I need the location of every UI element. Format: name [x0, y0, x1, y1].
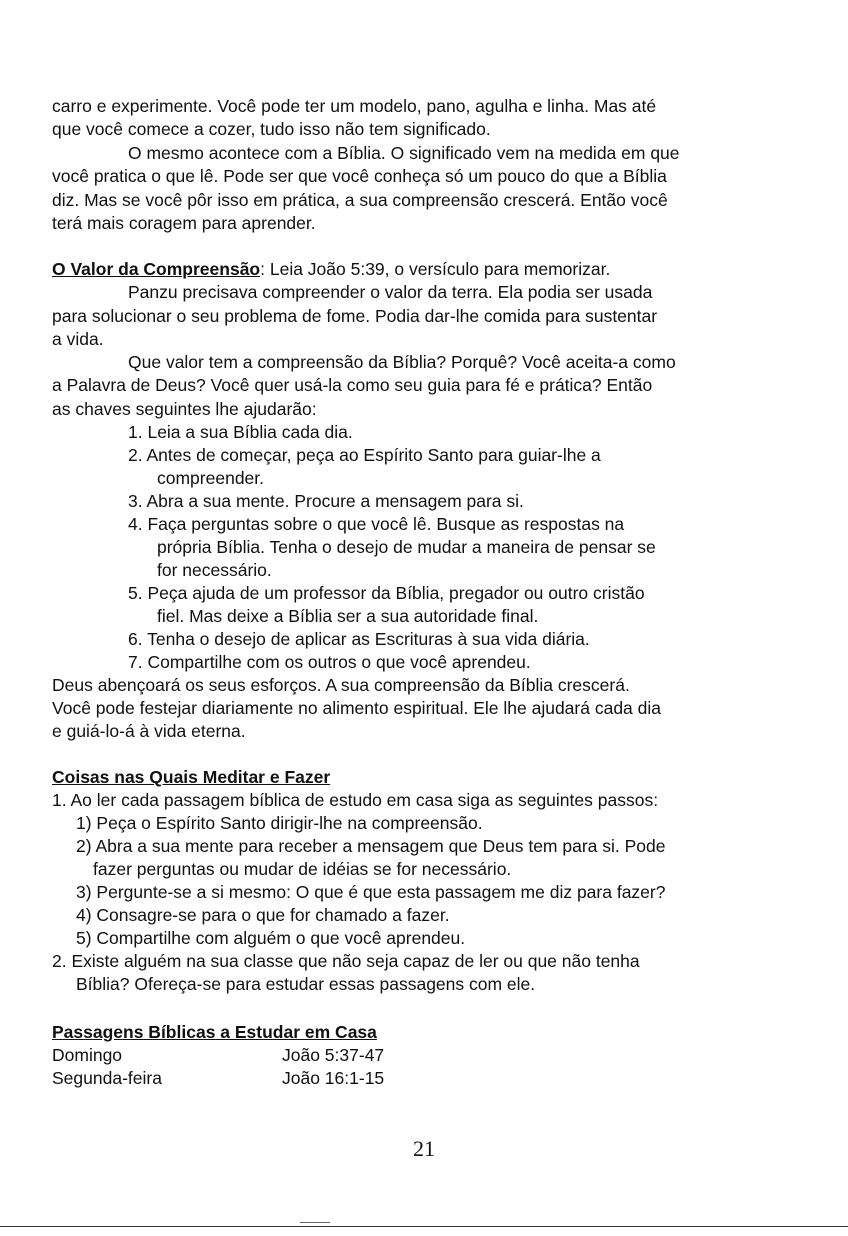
body-line: Panzu precisava compreender o valor da terra. Ela podia ser usada — [128, 282, 653, 302]
body-line: O mesmo acontece com a Bíblia. O significado vem na medida em que — [128, 143, 680, 163]
heading-continuation: : Leia João 5:39, o versículo para memorizar. — [260, 259, 611, 279]
list-item: 2. Existe alguém na sua classe que não seja capaz de ler ou que não tenha — [52, 951, 640, 971]
schedule-reference: João 16:1-15 — [282, 1068, 385, 1088]
list-subitem: 4) Consagre-se para o que for chamado a fazer. — [76, 905, 450, 925]
body-line: para solucionar o seu problema de fome. Podia dar-lhe comida para sustentar — [52, 306, 658, 326]
body-line: carro e experimente. Você pode ter um modelo, pano, agulha e linha. Mas até — [52, 96, 657, 116]
body-line: as chaves seguintes lhe ajudarão: — [52, 399, 317, 419]
list-subitem: 1) Peça o Espírito Santo dirigir-lhe na compreensão. — [76, 813, 483, 833]
list-subitem: 5) Compartilhe com alguém o que você aprendeu. — [76, 928, 466, 948]
section-heading-line — [52, 258, 610, 281]
list-item: 7. Compartilhe com os outros o que você aprendeu. — [128, 652, 531, 672]
page-number: 21 — [413, 1136, 435, 1161]
list-item-continuation: compreender. — [157, 468, 265, 488]
list-item: 2. Antes de começar, peça ao Espírito Santo para guiar-lhe a — [128, 445, 601, 465]
list-item: 6. Tenha o desejo de aplicar as Escrituras à sua vida diária. — [128, 629, 590, 649]
list-item: 1. Ao ler cada passagem bíblica de estudo em casa siga as seguintes passos: — [52, 790, 659, 810]
schedule-reference: João 5:37-47 — [282, 1045, 385, 1065]
list-subitem: 3) Pergunte-se a si mesmo: O que é que esta passagem me diz para fazer? — [76, 882, 666, 902]
list-item: 4. Faça perguntas sobre o que você lê. Busque as respostas na — [128, 514, 625, 534]
body-line: você pratica o que lê. Pode ser que você conheça só um pouco do que a Bíblia — [52, 166, 667, 186]
section-heading: Passagens Bíblicas a Estudar em Casa — [52, 1022, 377, 1042]
schedule-day: Segunda-feira — [52, 1068, 162, 1088]
body-line: Você pode festejar diariamente no alimento espiritual. Ele lhe ajudará cada dia — [52, 698, 661, 718]
list-item-continuation: for necessário. — [157, 560, 272, 580]
bottom-rule — [0, 1226, 848, 1227]
list-item: 3. Abra a sua mente. Procure a mensagem para si. — [128, 491, 524, 511]
body-line: que você comece a cozer, tudo isso não tem significado. — [52, 119, 491, 139]
body-line: e guiá-lo-á à vida eterna. — [52, 721, 246, 741]
body-line: a vida. — [52, 329, 104, 349]
body-line: diz. Mas se você pôr isso em prática, a sua compreensão crescerá. Então você — [52, 190, 668, 210]
scan-mark — [300, 1222, 330, 1223]
section-heading: O Valor da Compreensão — [52, 259, 261, 279]
schedule-day: Domingo — [52, 1045, 123, 1065]
list-subitem: 2) Abra a sua mente para receber a mensagem que Deus tem para si. Pode — [76, 836, 666, 856]
body-line: Deus abençoará os seus esforços. A sua compreensão da Bíblia crescerá. — [52, 675, 630, 695]
list-item-continuation: própria Bíblia. Tenha o desejo de mudar a maneira de pensar se — [157, 537, 656, 557]
list-subitem-continuation: fazer perguntas ou mudar de idéias se for necessário. — [93, 859, 512, 879]
list-item-continuation: fiel. Mas deixe a Bíblia ser a sua autoridade final. — [157, 606, 539, 626]
body-line: a Palavra de Deus? Você quer usá-la como seu guia para fé e prática? Então — [52, 375, 653, 395]
body-line: terá mais coragem para aprender. — [52, 213, 316, 233]
section-heading: Coisas nas Quais Meditar e Fazer — [52, 767, 331, 787]
list-item-continuation: Bíblia? Ofereça-se para estudar essas passagens com ele. — [76, 974, 536, 994]
body-line: Que valor tem a compreensão da Bíblia? Porquê? Você aceita-a como — [128, 352, 676, 372]
list-item: 5. Peça ajuda de um professor da Bíblia, pregador ou outro cristão — [128, 583, 645, 603]
list-item: 1. Leia a sua Bíblia cada dia. — [128, 422, 353, 442]
